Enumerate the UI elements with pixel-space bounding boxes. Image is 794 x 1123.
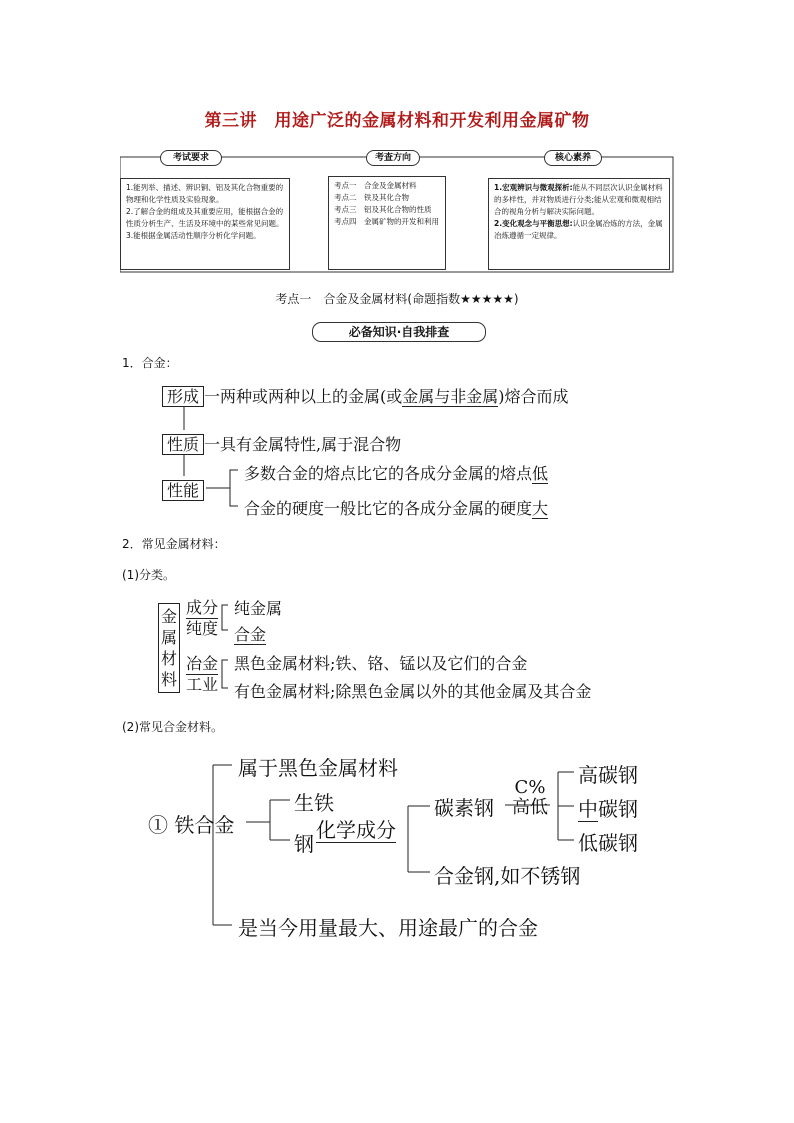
alloy-heading: 1．合金： <box>122 356 178 370</box>
direction-label: 考点一 <box>334 181 357 190</box>
alloy-steel: 合金钢,如不锈钢 <box>434 864 581 888</box>
section-title: 考点一 合金及金属材料(命题指数★★★★★) <box>275 292 519 306</box>
carbon-pct: C% <box>514 777 546 798</box>
high-low: 高低 <box>512 797 548 818</box>
perf1-fill: 低 <box>532 464 549 483</box>
high-carbon: 高碳钢 <box>578 763 638 787</box>
mid-fill: 中 <box>578 797 598 821</box>
direction-label: 考点四 <box>334 217 357 226</box>
vertical-label-box <box>158 603 180 693</box>
header-directions: 考查方向 <box>366 150 420 166</box>
perf1-text: 多数合金的熔点比它的各成分金属的熔点 <box>244 464 533 483</box>
mid-carbon-row <box>578 793 638 822</box>
literacy-bold: 1.宏观辨识与微观探析: <box>494 183 573 192</box>
carbon-fraction <box>508 778 552 818</box>
by-ind-2: 工业 <box>186 675 219 694</box>
steel-row <box>294 818 396 857</box>
materials-heading: 2．常见金属材料： <box>122 537 226 551</box>
by-comp-2: 纯度 <box>186 619 219 638</box>
direction-text: 铁及其化合物 <box>364 193 409 202</box>
direction-label: 考点二 <box>334 193 357 202</box>
literacy-text: 能从不同层次认识金属材料的多样性，并对物质进行分类;能从宏观和微观相结合的视角分析与解决实际问题。 <box>494 183 663 216</box>
iron-alloy-root: ① 铁合金 <box>148 813 235 837</box>
iron-bottom: 是当今用量最大、用途最广的合金 <box>238 916 538 940</box>
classification-subheading: (1)分类。 <box>122 568 175 582</box>
form-fill: 金属与非金属 <box>402 387 499 406</box>
requirement-item: 1.能列举、描述、辨识铜、铝及其化合物重要的物理和化学性质及实验现象。 <box>126 183 284 204</box>
vertical-char: 材 <box>160 649 177 668</box>
alloy-item <box>234 622 266 645</box>
by-comp-1: 成分 <box>186 598 219 617</box>
color-metal: 有色金属材料;除黑色金属以外的其他金属及其合金 <box>234 682 592 701</box>
requirement-item: 2.了解合金的组成及其重要应用，能根据合金的性质分析生产、生活及环境中的某些常见问题。 <box>126 207 284 228</box>
literacy-text: 认识金属冶炼的方法，金属冶炼遵循一定规律。 <box>494 219 663 240</box>
common-alloys-subheading: (2)常见合金材料。 <box>122 720 223 734</box>
steel: 钢 <box>294 832 314 856</box>
literacy-bold: 2.变化观念与平衡思想: <box>494 219 573 228</box>
iron-top: 属于黑色金属材料 <box>238 756 398 780</box>
alloy-form-row <box>162 384 569 407</box>
nature-text: 一具有金属特性,属于混合物 <box>204 435 402 454</box>
perf2-text: 合金的硬度一般比它的各成分金属的硬度 <box>244 499 533 518</box>
direction-label: 考点三 <box>334 205 357 214</box>
by-industry <box>186 654 218 695</box>
vertical-char: 金 <box>160 607 177 626</box>
alloy-perf1 <box>244 461 548 484</box>
by-ind-1: 冶金 <box>186 654 219 673</box>
mid-carbon: 碳钢 <box>598 797 638 821</box>
pure-metal: 纯金属 <box>234 599 283 618</box>
direction-text: 铝及其化合物的性质 <box>364 205 432 214</box>
requirement-item: 3.能根据金属活动性顺序分析化学问题。 <box>126 231 261 240</box>
black-metal: 黑色金属材料;铁、铬、锰以及它们的合金 <box>234 654 528 673</box>
vertical-char: 属 <box>160 628 177 647</box>
form-label: 形成 <box>162 386 204 407</box>
header-literacy: 核心素养 <box>544 150 602 166</box>
perf2-fill: 大 <box>532 499 549 518</box>
section-banner: 必备知识·自我排查 <box>312 322 486 342</box>
carbon-steel: 碳素钢 <box>434 796 494 820</box>
low-carbon: 低碳钢 <box>578 831 638 855</box>
by-composition <box>186 598 218 639</box>
header-requirements: 考试要求 <box>160 150 222 166</box>
perf-label: 性能 <box>162 480 204 501</box>
alloy-perf2 <box>244 496 548 519</box>
form-end: )熔合而成 <box>498 387 569 406</box>
direction-text: 合金及金属材料 <box>364 181 417 190</box>
nature-label: 性质 <box>162 434 204 455</box>
form-text: 一两种或两种以上的金属(或 <box>204 387 403 406</box>
alloy-perf-label-row <box>162 478 204 501</box>
alloy-fill: 合金 <box>234 625 267 644</box>
chem-composition: 化学成分 <box>316 818 396 842</box>
alloy-nature-row <box>162 432 401 455</box>
direction-text: 金属矿物的开发和利用 <box>364 217 439 226</box>
page-title: 第三讲 用途广泛的金属材料和开发利用金属矿物 <box>204 111 590 131</box>
vertical-char: 料 <box>160 670 177 689</box>
pig-iron: 生铁 <box>294 791 334 815</box>
